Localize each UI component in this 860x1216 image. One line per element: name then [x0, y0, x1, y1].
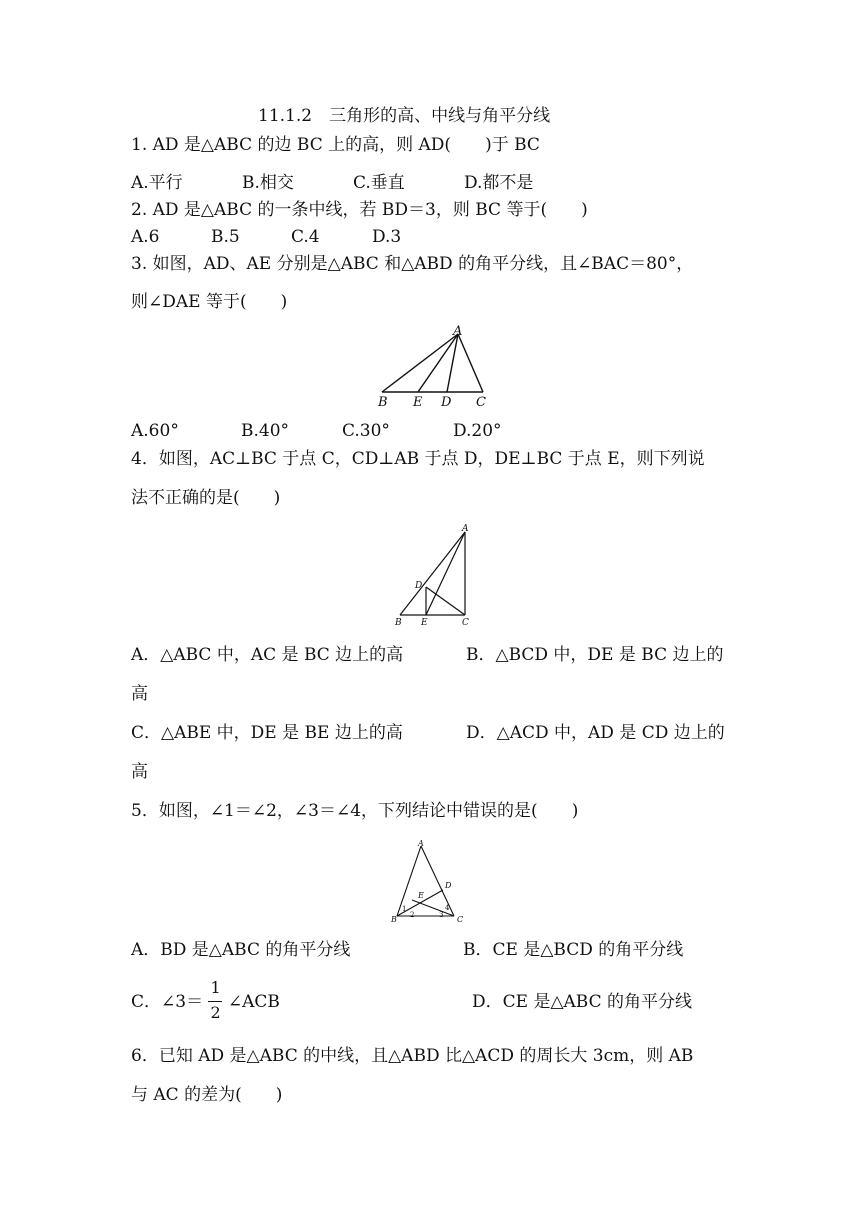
fraction-numerator: 1: [210, 978, 221, 997]
q5-label-e: E: [418, 891, 424, 900]
q1-option-d: D.都不是: [464, 173, 534, 193]
question-5-stem: 5．如图，∠1＝∠2，∠3＝∠4，下列结论中错误的是( ): [131, 801, 579, 821]
question-6-stem-line2: 与 AC 的差为( ): [131, 1085, 283, 1105]
question-1-stem: 1. AD 是△ABC 的边 BC 上的高，则 AD( )于 BC: [131, 135, 540, 155]
fraction-one-half: [208, 978, 222, 1022]
question-2-options: [131, 227, 731, 247]
q4-label-a: A: [462, 524, 469, 534]
figure-q5-triangle: [388, 838, 478, 924]
q5-option-c-prefix: C．∠3＝: [131, 992, 204, 1012]
q5-label-angle-4: 4: [445, 904, 450, 912]
q3-option-a: A.60°: [131, 421, 179, 441]
question-3-options: [131, 421, 731, 441]
question-3-stem-line1: 3. 如图，AD、AE 分别是△ABC 和△ABD 的角平分线，且∠BAC＝80°，: [131, 254, 694, 274]
q4-label-e: E: [421, 618, 428, 628]
figure-q4-triangle: [390, 522, 480, 628]
q3-label-b: B: [378, 395, 388, 410]
question-1-options: [131, 173, 731, 193]
q2-option-a: A.6: [131, 227, 160, 247]
q5-option-c: [131, 978, 280, 1022]
q4-option-a: A．△ABC 中，AC 是 BC 边上的高: [131, 645, 404, 665]
q3-label-d: D: [441, 395, 452, 410]
question-3-stem-line2: 则∠DAE 等于( ): [131, 292, 288, 312]
q5-option-b: B．CE 是△BCD 的角平分线: [463, 940, 684, 960]
fraction-bar: [208, 1001, 222, 1002]
q3-label-c: C: [476, 395, 486, 410]
question-4-stem-line2: 法不正确的是( ): [131, 488, 281, 508]
q1-option-b: B.相交: [242, 173, 294, 193]
q3-label-a: A: [453, 324, 463, 339]
figure-q3-triangle: [370, 322, 500, 408]
q5-label-d: D: [445, 881, 452, 890]
q5-label-a: A: [418, 839, 424, 848]
q5-option-d: D．CE 是△ABC 的角平分线: [472, 992, 693, 1012]
question-2-stem: 2. AD 是△ABC 的一条中线，若 BD＝3，则 BC 等于( ): [131, 200, 588, 220]
fraction-denominator: 2: [210, 1003, 221, 1022]
q5-label-angle-2: 2: [410, 911, 415, 919]
q3-label-e: E: [413, 395, 423, 410]
q2-option-d: D.3: [372, 227, 402, 247]
q5-label-c: C: [457, 915, 464, 924]
question-6-stem-line1: 6．已知 AD 是△ABC 的中线，且△ABD 比△ACD 的周长大 3cm，则 AB: [131, 1046, 694, 1066]
q4-label-c: C: [462, 618, 469, 628]
q3-option-b: B.40°: [241, 421, 290, 441]
q5-option-a: A．BD 是△ABC 的角平分线: [131, 940, 351, 960]
page-title: 11.1.2 三角形的高、中线与角平分线: [258, 106, 551, 126]
q4-label-d: D: [415, 581, 423, 591]
q3-option-d: D.20°: [453, 421, 502, 441]
q2-option-b: B.5: [211, 227, 240, 247]
q4-option-b-line2: 高: [131, 684, 148, 704]
q4-option-b-line1: B．△BCD 中，DE 是 BC 边上的: [466, 645, 724, 665]
q4-option-d-line1: D．△ACD 中，AD 是 CD 边上的: [466, 723, 725, 743]
q1-option-a: A.平行: [131, 173, 183, 193]
q2-option-c: C.4: [291, 227, 320, 247]
q5-option-c-suffix: ∠ACB: [227, 992, 280, 1012]
q4-label-b: B: [395, 618, 402, 628]
q3-option-c: C.30°: [342, 421, 390, 441]
q4-option-c: C．△ABE 中，DE 是 BE 边上的高: [131, 723, 403, 743]
q1-option-c: C.垂直: [353, 173, 405, 193]
q5-label-angle-3: 3: [439, 911, 444, 919]
q5-label-angle-1: 1: [402, 905, 407, 913]
q5-label-b: B: [391, 915, 397, 924]
q4-option-d-line2: 高: [131, 762, 148, 782]
question-4-stem-line1: 4．如图，AC⊥BC 于点 C，CD⊥AB 于点 D，DE⊥BC 于点 E，则下列说: [131, 449, 705, 469]
